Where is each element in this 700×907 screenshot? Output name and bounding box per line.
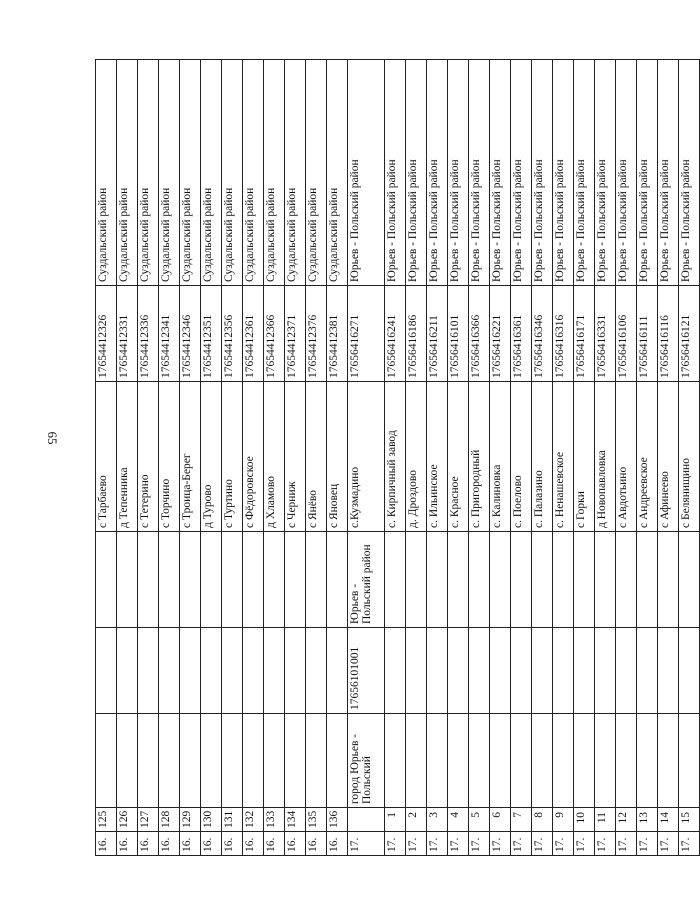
district-group-cell bbox=[595, 532, 616, 628]
okato-code-cell bbox=[427, 628, 448, 714]
table-row bbox=[574, 60, 595, 856]
section-number-cell: 16. bbox=[327, 832, 348, 856]
row-number-cell: 3 bbox=[427, 808, 448, 832]
okato-code-cell bbox=[490, 628, 511, 714]
okato-code-cell bbox=[327, 628, 348, 714]
table-row bbox=[658, 60, 679, 856]
table-row bbox=[553, 60, 574, 856]
locality-code-cell: 17656416211 bbox=[427, 286, 448, 382]
locality-cell: д. Дроздово bbox=[406, 382, 427, 532]
district-group-cell bbox=[306, 532, 327, 628]
city-cell bbox=[469, 714, 490, 808]
locality-cell: с. Кирпичный завод bbox=[385, 382, 406, 532]
district-group-cell bbox=[96, 532, 117, 628]
district-group-cell bbox=[553, 532, 574, 628]
section-number-cell: 17. bbox=[637, 832, 658, 856]
row-number-cell: 9 bbox=[553, 808, 574, 832]
section-number-cell: 17. bbox=[511, 832, 532, 856]
city-cell bbox=[490, 714, 511, 808]
row-number-cell: 134 bbox=[285, 808, 306, 832]
locality-cell: с Авдотьино bbox=[616, 382, 637, 532]
locality-code-cell: 17656416101 bbox=[448, 286, 469, 382]
settlements-table bbox=[95, 59, 700, 856]
okato-code-cell bbox=[243, 628, 264, 714]
district-cell: Юрьев - Польский район bbox=[385, 60, 406, 286]
city-cell bbox=[406, 714, 427, 808]
locality-code-cell: 17656416316 bbox=[553, 286, 574, 382]
district-cell: Юрьев - Польский район bbox=[469, 60, 490, 286]
locality-code-cell: 17656416186 bbox=[406, 286, 427, 382]
row-number-cell: 125 bbox=[96, 808, 117, 832]
city-cell bbox=[553, 714, 574, 808]
locality-code-cell: 17656416361 bbox=[511, 286, 532, 382]
locality-cell: с Торчино bbox=[159, 382, 180, 532]
district-cell: Юрьев - Польский район bbox=[427, 60, 448, 286]
okato-code-cell bbox=[469, 628, 490, 714]
city-cell bbox=[385, 714, 406, 808]
district-cell: Юрьев - Польский район bbox=[511, 60, 532, 286]
locality-cell: с Туртино bbox=[222, 382, 243, 532]
section-number-cell: 17. bbox=[595, 832, 616, 856]
locality-cell: с Горки bbox=[574, 382, 595, 532]
okato-code-cell bbox=[574, 628, 595, 714]
locality-code-cell: 17654412361 bbox=[243, 286, 264, 382]
locality-cell: с. Красное bbox=[448, 382, 469, 532]
district-group-cell bbox=[469, 532, 490, 628]
section-number-cell: 17. bbox=[385, 832, 406, 856]
district-cell: Юрьев - Польский район bbox=[490, 60, 511, 286]
section-number-cell: 17. bbox=[490, 832, 511, 856]
district-cell: Юрьев - Польский район bbox=[532, 60, 553, 286]
table-row bbox=[490, 60, 511, 856]
table-row bbox=[306, 60, 327, 856]
district-group-cell bbox=[616, 532, 637, 628]
locality-cell: с Янёво bbox=[306, 382, 327, 532]
locality-cell: с Белянищино bbox=[679, 382, 700, 532]
locality-cell: с. Пригородный bbox=[469, 382, 490, 532]
district-group-cell bbox=[222, 532, 243, 628]
section-number-cell: 17. bbox=[448, 832, 469, 856]
city-cell bbox=[679, 714, 700, 808]
district-group-cell bbox=[138, 532, 159, 628]
locality-code-cell: 17654412326 bbox=[96, 286, 117, 382]
row-number-cell: 126 bbox=[117, 808, 138, 832]
row-number-cell: 13 bbox=[637, 808, 658, 832]
district-cell: Суздальский район bbox=[96, 60, 117, 286]
section-number-cell: 17. bbox=[469, 832, 490, 856]
locality-cell: с.Кузмадино bbox=[348, 382, 385, 532]
district-group-cell bbox=[490, 532, 511, 628]
district-group-cell bbox=[201, 532, 222, 628]
table-row bbox=[117, 60, 138, 856]
district-group-cell bbox=[285, 532, 306, 628]
district-group-cell: Юрьев - Польский район bbox=[348, 532, 385, 628]
section-number-cell: 16. bbox=[201, 832, 222, 856]
section-number-cell: 16. bbox=[264, 832, 285, 856]
district-cell: Суздальский район bbox=[117, 60, 138, 286]
city-cell bbox=[658, 714, 679, 808]
district-group-cell bbox=[511, 532, 532, 628]
district-cell: Юрьев - Польский район bbox=[553, 60, 574, 286]
city-cell bbox=[96, 714, 117, 808]
city-cell: город Юрьев - Польский bbox=[348, 714, 385, 808]
table-row bbox=[285, 60, 306, 856]
city-cell bbox=[574, 714, 595, 808]
locality-code-cell: 17654412336 bbox=[138, 286, 159, 382]
okato-code-cell bbox=[96, 628, 117, 714]
district-cell: Юрьев - Польский район bbox=[348, 60, 385, 286]
section-number-cell: 16. bbox=[180, 832, 201, 856]
district-group-cell bbox=[448, 532, 469, 628]
locality-code-cell: 17654412376 bbox=[306, 286, 327, 382]
locality-cell: с. Поелово bbox=[511, 382, 532, 532]
district-cell: Юрьев - Польский район bbox=[679, 60, 700, 286]
locality-code-cell: 17656416221 bbox=[490, 286, 511, 382]
locality-code-cell: 17654412356 bbox=[222, 286, 243, 382]
locality-cell: д Тепенника bbox=[117, 382, 138, 532]
okato-code-cell bbox=[637, 628, 658, 714]
district-group-cell bbox=[117, 532, 138, 628]
section-number-cell: 17. bbox=[553, 832, 574, 856]
okato-code-cell bbox=[385, 628, 406, 714]
row-number-cell: 2 bbox=[406, 808, 427, 832]
row-number-cell: 15 bbox=[679, 808, 700, 832]
table-row bbox=[159, 60, 180, 856]
row-number-cell: 5 bbox=[469, 808, 490, 832]
district-group-cell bbox=[243, 532, 264, 628]
city-cell bbox=[201, 714, 222, 808]
locality-code-cell: 17656416271 bbox=[348, 286, 385, 382]
district-cell: Суздальский район bbox=[327, 60, 348, 286]
locality-cell: с. Палазино bbox=[532, 382, 553, 532]
district-cell: Юрьев - Польский район bbox=[406, 60, 427, 286]
table-row bbox=[595, 60, 616, 856]
section-number-cell: 16. bbox=[222, 832, 243, 856]
city-cell bbox=[616, 714, 637, 808]
locality-cell: с Черниж bbox=[285, 382, 306, 532]
locality-cell: с Троица-Берег bbox=[180, 382, 201, 532]
section-number-cell: 16. bbox=[117, 832, 138, 856]
row-number-cell: 6 bbox=[490, 808, 511, 832]
district-group-cell bbox=[427, 532, 448, 628]
district-cell: Юрьев - Польский район bbox=[574, 60, 595, 286]
table-row bbox=[616, 60, 637, 856]
section-number-cell: 17. bbox=[679, 832, 700, 856]
locality-code-cell: 17656416171 bbox=[574, 286, 595, 382]
table-row bbox=[264, 60, 285, 856]
district-cell: Юрьев - Польский район bbox=[658, 60, 679, 286]
locality-cell: с. Ненашевское bbox=[553, 382, 574, 532]
okato-code-cell bbox=[553, 628, 574, 714]
section-number-cell: 16. bbox=[243, 832, 264, 856]
section-number-cell: 17. bbox=[616, 832, 637, 856]
okato-code-cell bbox=[448, 628, 469, 714]
table-row bbox=[327, 60, 348, 856]
locality-cell: с. Ильинское bbox=[427, 382, 448, 532]
city-cell bbox=[264, 714, 285, 808]
city-cell bbox=[222, 714, 243, 808]
section-number-cell: 16. bbox=[159, 832, 180, 856]
locality-cell: д Турово bbox=[201, 382, 222, 532]
row-number-cell: 128 bbox=[159, 808, 180, 832]
city-cell bbox=[427, 714, 448, 808]
locality-code-cell: 17656416106 bbox=[616, 286, 637, 382]
section-number-cell: 16. bbox=[306, 832, 327, 856]
table-row bbox=[348, 60, 385, 856]
table-row bbox=[406, 60, 427, 856]
district-group-cell bbox=[574, 532, 595, 628]
rotated-table-frame bbox=[95, 60, 692, 856]
locality-cell: д Новопавловка bbox=[595, 382, 616, 532]
table-row bbox=[427, 60, 448, 856]
locality-code-cell: 17656416331 bbox=[595, 286, 616, 382]
district-group-cell bbox=[679, 532, 700, 628]
okato-code-cell: 17656101001 bbox=[348, 628, 385, 714]
district-group-cell bbox=[180, 532, 201, 628]
row-number-cell: 131 bbox=[222, 808, 243, 832]
district-group-cell bbox=[637, 532, 658, 628]
district-group-cell bbox=[327, 532, 348, 628]
district-cell: Суздальский район bbox=[138, 60, 159, 286]
locality-code-cell: 17656416366 bbox=[469, 286, 490, 382]
row-number-cell: 8 bbox=[532, 808, 553, 832]
section-number-cell: 17. bbox=[427, 832, 448, 856]
okato-code-cell bbox=[595, 628, 616, 714]
locality-code-cell: 17654412366 bbox=[264, 286, 285, 382]
city-cell bbox=[327, 714, 348, 808]
row-number-cell: 1 bbox=[385, 808, 406, 832]
table-row bbox=[679, 60, 700, 856]
row-number-cell: 136 bbox=[327, 808, 348, 832]
district-cell: Суздальский район bbox=[243, 60, 264, 286]
locality-cell: с Фёдоровское bbox=[243, 382, 264, 532]
locality-code-cell: 17654412381 bbox=[327, 286, 348, 382]
okato-code-cell bbox=[406, 628, 427, 714]
okato-code-cell bbox=[138, 628, 159, 714]
document-sheet bbox=[95, 60, 692, 856]
okato-code-cell bbox=[658, 628, 679, 714]
row-number-cell: 127 bbox=[138, 808, 159, 832]
section-number-cell: 17. bbox=[406, 832, 427, 856]
locality-cell: с Афинеево bbox=[658, 382, 679, 532]
section-number-cell: 16. bbox=[285, 832, 306, 856]
city-cell bbox=[532, 714, 553, 808]
section-number-cell: 17. bbox=[658, 832, 679, 856]
okato-code-cell bbox=[117, 628, 138, 714]
okato-code-cell bbox=[532, 628, 553, 714]
row-number-cell bbox=[348, 808, 385, 832]
table-row bbox=[243, 60, 264, 856]
district-cell: Суздальский район bbox=[180, 60, 201, 286]
district-group-cell bbox=[264, 532, 285, 628]
district-cell: Суздальский район bbox=[306, 60, 327, 286]
row-number-cell: 129 bbox=[180, 808, 201, 832]
okato-code-cell bbox=[679, 628, 700, 714]
row-number-cell: 10 bbox=[574, 808, 595, 832]
okato-code-cell bbox=[511, 628, 532, 714]
locality-cell: д Хламово bbox=[264, 382, 285, 532]
locality-cell: с Тарбаево bbox=[96, 382, 117, 532]
section-number-cell: 17. bbox=[574, 832, 595, 856]
table-row bbox=[448, 60, 469, 856]
locality-code-cell: 17654412331 bbox=[117, 286, 138, 382]
table-row bbox=[96, 60, 117, 856]
section-number-cell: 16. bbox=[138, 832, 159, 856]
row-number-cell: 11 bbox=[595, 808, 616, 832]
district-group-cell bbox=[532, 532, 553, 628]
locality-cell: с Тетерино bbox=[138, 382, 159, 532]
locality-code-cell: 17654412346 bbox=[180, 286, 201, 382]
district-cell: Юрьев - Польский район bbox=[595, 60, 616, 286]
district-cell: Юрьев - Польский район bbox=[448, 60, 469, 286]
row-number-cell: 132 bbox=[243, 808, 264, 832]
okato-code-cell bbox=[159, 628, 180, 714]
locality-cell: с. Калиновка bbox=[490, 382, 511, 532]
row-number-cell: 135 bbox=[306, 808, 327, 832]
table-row bbox=[201, 60, 222, 856]
okato-code-cell bbox=[201, 628, 222, 714]
locality-code-cell: 17654412351 bbox=[201, 286, 222, 382]
locality-cell: с Яновец bbox=[327, 382, 348, 532]
table-row bbox=[180, 60, 201, 856]
city-cell bbox=[159, 714, 180, 808]
okato-code-cell bbox=[222, 628, 243, 714]
row-number-cell: 133 bbox=[264, 808, 285, 832]
locality-code-cell: 17656416116 bbox=[658, 286, 679, 382]
district-group-cell bbox=[385, 532, 406, 628]
row-number-cell: 130 bbox=[201, 808, 222, 832]
locality-code-cell: 17656416346 bbox=[532, 286, 553, 382]
okato-code-cell bbox=[264, 628, 285, 714]
district-cell: Суздальский район bbox=[222, 60, 243, 286]
table-row bbox=[469, 60, 490, 856]
section-number-cell: 17. bbox=[348, 832, 385, 856]
table-row bbox=[532, 60, 553, 856]
city-cell bbox=[138, 714, 159, 808]
district-group-cell bbox=[406, 532, 427, 628]
row-number-cell: 14 bbox=[658, 808, 679, 832]
table-row bbox=[222, 60, 243, 856]
okato-code-cell bbox=[616, 628, 637, 714]
page-number: 65 bbox=[45, 431, 60, 445]
city-cell bbox=[511, 714, 532, 808]
table-row bbox=[138, 60, 159, 856]
city-cell bbox=[306, 714, 327, 808]
district-cell: Суздальский район bbox=[264, 60, 285, 286]
section-number-cell: 16. bbox=[96, 832, 117, 856]
section-number-cell: 17. bbox=[532, 832, 553, 856]
district-cell: Суздальский район bbox=[285, 60, 306, 286]
locality-code-cell: 17656416241 bbox=[385, 286, 406, 382]
district-group-cell bbox=[658, 532, 679, 628]
city-cell bbox=[243, 714, 264, 808]
table-row bbox=[637, 60, 658, 856]
city-cell bbox=[637, 714, 658, 808]
district-group-cell bbox=[159, 532, 180, 628]
row-number-cell: 4 bbox=[448, 808, 469, 832]
district-cell: Суздальский район bbox=[159, 60, 180, 286]
city-cell bbox=[285, 714, 306, 808]
city-cell bbox=[180, 714, 201, 808]
locality-code-cell: 17654412341 bbox=[159, 286, 180, 382]
city-cell bbox=[595, 714, 616, 808]
locality-code-cell: 17656416111 bbox=[637, 286, 658, 382]
okato-code-cell bbox=[180, 628, 201, 714]
locality-code-cell: 17654412371 bbox=[285, 286, 306, 382]
district-cell: Суздальский район bbox=[201, 60, 222, 286]
row-number-cell: 7 bbox=[511, 808, 532, 832]
city-cell bbox=[117, 714, 138, 808]
okato-code-cell bbox=[285, 628, 306, 714]
city-cell bbox=[448, 714, 469, 808]
district-cell: Юрьев - Польский район bbox=[616, 60, 637, 286]
okato-code-cell bbox=[306, 628, 327, 714]
locality-cell: с Андреевское bbox=[637, 382, 658, 532]
row-number-cell: 12 bbox=[616, 808, 637, 832]
locality-code-cell: 17656416121 bbox=[679, 286, 700, 382]
district-cell: Юрьев - Польский район bbox=[637, 60, 658, 286]
table-row bbox=[385, 60, 406, 856]
table-row bbox=[511, 60, 532, 856]
